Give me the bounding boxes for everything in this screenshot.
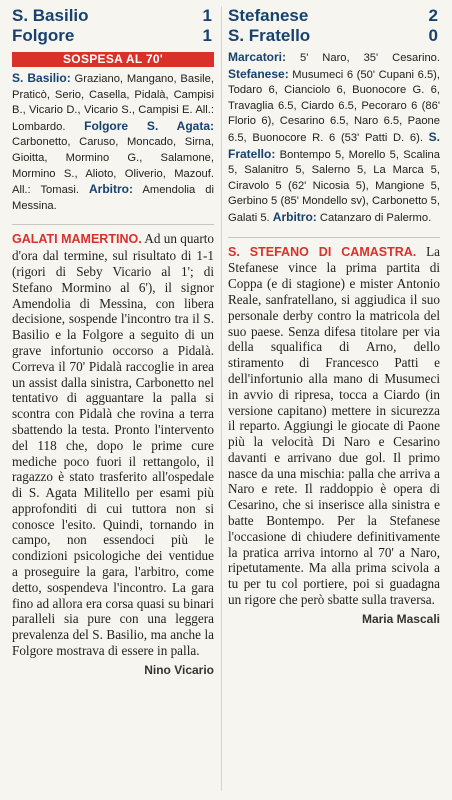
column-divider xyxy=(221,6,222,791)
right-column xyxy=(228,6,440,628)
score-row-away xyxy=(228,26,440,46)
team-score: 1 xyxy=(202,6,212,25)
article-body: La Stefanese vince la prima partita di Coppa (e di stagione) e mister Antonio Reale, sanfratellano, si aggiudica il suo personale derby contro la matricola del suo paese. Senza difesa titolare per via della squalifica di Arno, dello stiramento di Francesco Patti e dell'infortunio alla mano di Musumeci in avvio di ripresa, tocca a Ciardo (in versione capitano) mettere in sicurezza il reparto. Aggiungi le giocate di Paone più la velocità Di Naro e Cesarino davanti e arrivano due gol. Il primo nasce da una mischia: palla che arriva a Naro e rete. Il raddoppio è opera di Cesarino, che si inserisce alla sinistra e batte Bontempo. Per la Stefanese l'occasione di chiudere definitivamente la pratica arriva intorno al 70' a Naro, ripetutamente. Ma alla prima scivola a tu per tu col portiere, poi si guadagna un rigore che però sbatte sulla traversa. xyxy=(228,243,441,608)
away-players: Carbonetto, Caruso, Moncado, Sirna, Gioitta, Mormino G., Salamone, Mormino S., Alioto, Oliverio, Mazouf. All.: Tomasi. xyxy=(12,136,214,197)
score-row-home xyxy=(228,6,440,26)
article-author: Nino Vicario xyxy=(144,662,214,677)
referee-name: Catanzaro di Palermo. xyxy=(319,211,432,224)
team-score: 0 xyxy=(428,26,438,45)
team-score: 1 xyxy=(202,26,212,45)
scorers-label: Marcatori: xyxy=(228,50,287,64)
scorers: 5' Naro, 35' Cesarino. xyxy=(299,52,440,64)
score-row-away xyxy=(12,26,214,46)
team-name: S. Fratello xyxy=(228,26,311,45)
referee-label: Arbitro: xyxy=(272,209,317,224)
section-divider xyxy=(12,224,214,225)
home-team-label: Stefanese: xyxy=(228,66,289,81)
article xyxy=(228,244,440,628)
home-players: Graziano, Mangano, Basile, Praticò, Serio, Casella, Pidalà, Campisi B., Vicario D., Vicario S., Campisi E. All.: Lombardo. xyxy=(12,73,214,133)
team-name: Folgore xyxy=(12,26,75,45)
team-score: 2 xyxy=(428,6,438,25)
away-team-label: Folgore S. Agata: xyxy=(84,118,214,133)
left-column xyxy=(12,6,214,679)
score-row-home xyxy=(12,6,214,26)
article-author: Maria Mascali xyxy=(361,611,440,626)
article-dateline: S. STEFANO DI CAMASTRA. xyxy=(228,244,417,259)
team-name: S. Basilio xyxy=(12,6,89,25)
away-players: Bontempo 5, Morello 5, Scalina 5, Salanitro 5, Salerno 5, La Marca 5, Ciravolo 5 (62' Nicosia 5), Mangione 5, Gerbino 5 (85' Mondello sv), Carbonetto 5, Galati 5. xyxy=(228,148,441,224)
section-divider xyxy=(228,237,440,238)
lineup-box xyxy=(228,50,440,227)
home-players: Musumeci 6 (50' Cupani 6.5), Todaro 6, Cianciolo 6, Buonocore G. 6, Travaglia 6.5, Ciardo 6.5, Pecoraro 6 (86' Florio 6), Cesarino 6.5, Naro 6.5, Paone 6.5, Buonocore R. 6 (53' Patti D. 6). xyxy=(228,68,440,144)
article xyxy=(12,231,214,678)
suspension-banner: SOSPESA AL 70' xyxy=(12,52,214,67)
article-body: Ad un quarto d'ora dal termine, sul risultato di 1-1 (rigori di Seby Vicario al 1'; di Stefano Mormino al 6'), il signor Amendolia di Messina, con libera decisione, sospende l'incontro tra il S. Basilio e la Folgore a seguito di un grave infortunio occorso a Pidalà. Correva il 70' Pidalà raccoglie in area un assist dalla sinistra, Carbonetto nel tentativo di agguantare la palla si scontra con Pidalà che rovina a terra sbattendo la testa. Pronto l'intervento del 118 che, dopo le prime cure mediche poco fuori il rettangolo, il ragazzo è stato trasferito all'ospedale di S. Agata Militello per esami più approfonditi di cui tuttora non si conosce l'esito. Quindi, tornando in campo, non essendoci più le condizioni psicologiche dei ventidue a proseguire la gara, l'arbitro, come detto, sospendeva l'incontro. La gara fino ad allora era corsa quasi su binari paralleli sia pure con una leggera prevalenza del S. Basilio, ma anche la Folgore mostrava di essere in palla. xyxy=(12,231,214,659)
article-dateline: GALATI MAMERTINO. xyxy=(12,232,142,247)
away-team-label: S. Fratello: xyxy=(228,129,440,161)
lineup-box xyxy=(12,71,214,214)
referee-name: Amendolia di Messina. xyxy=(12,184,214,212)
team-name: Stefanese xyxy=(228,6,309,25)
home-team-label: S. Basilio: xyxy=(12,71,71,85)
referee-label: Arbitro: xyxy=(89,182,134,197)
